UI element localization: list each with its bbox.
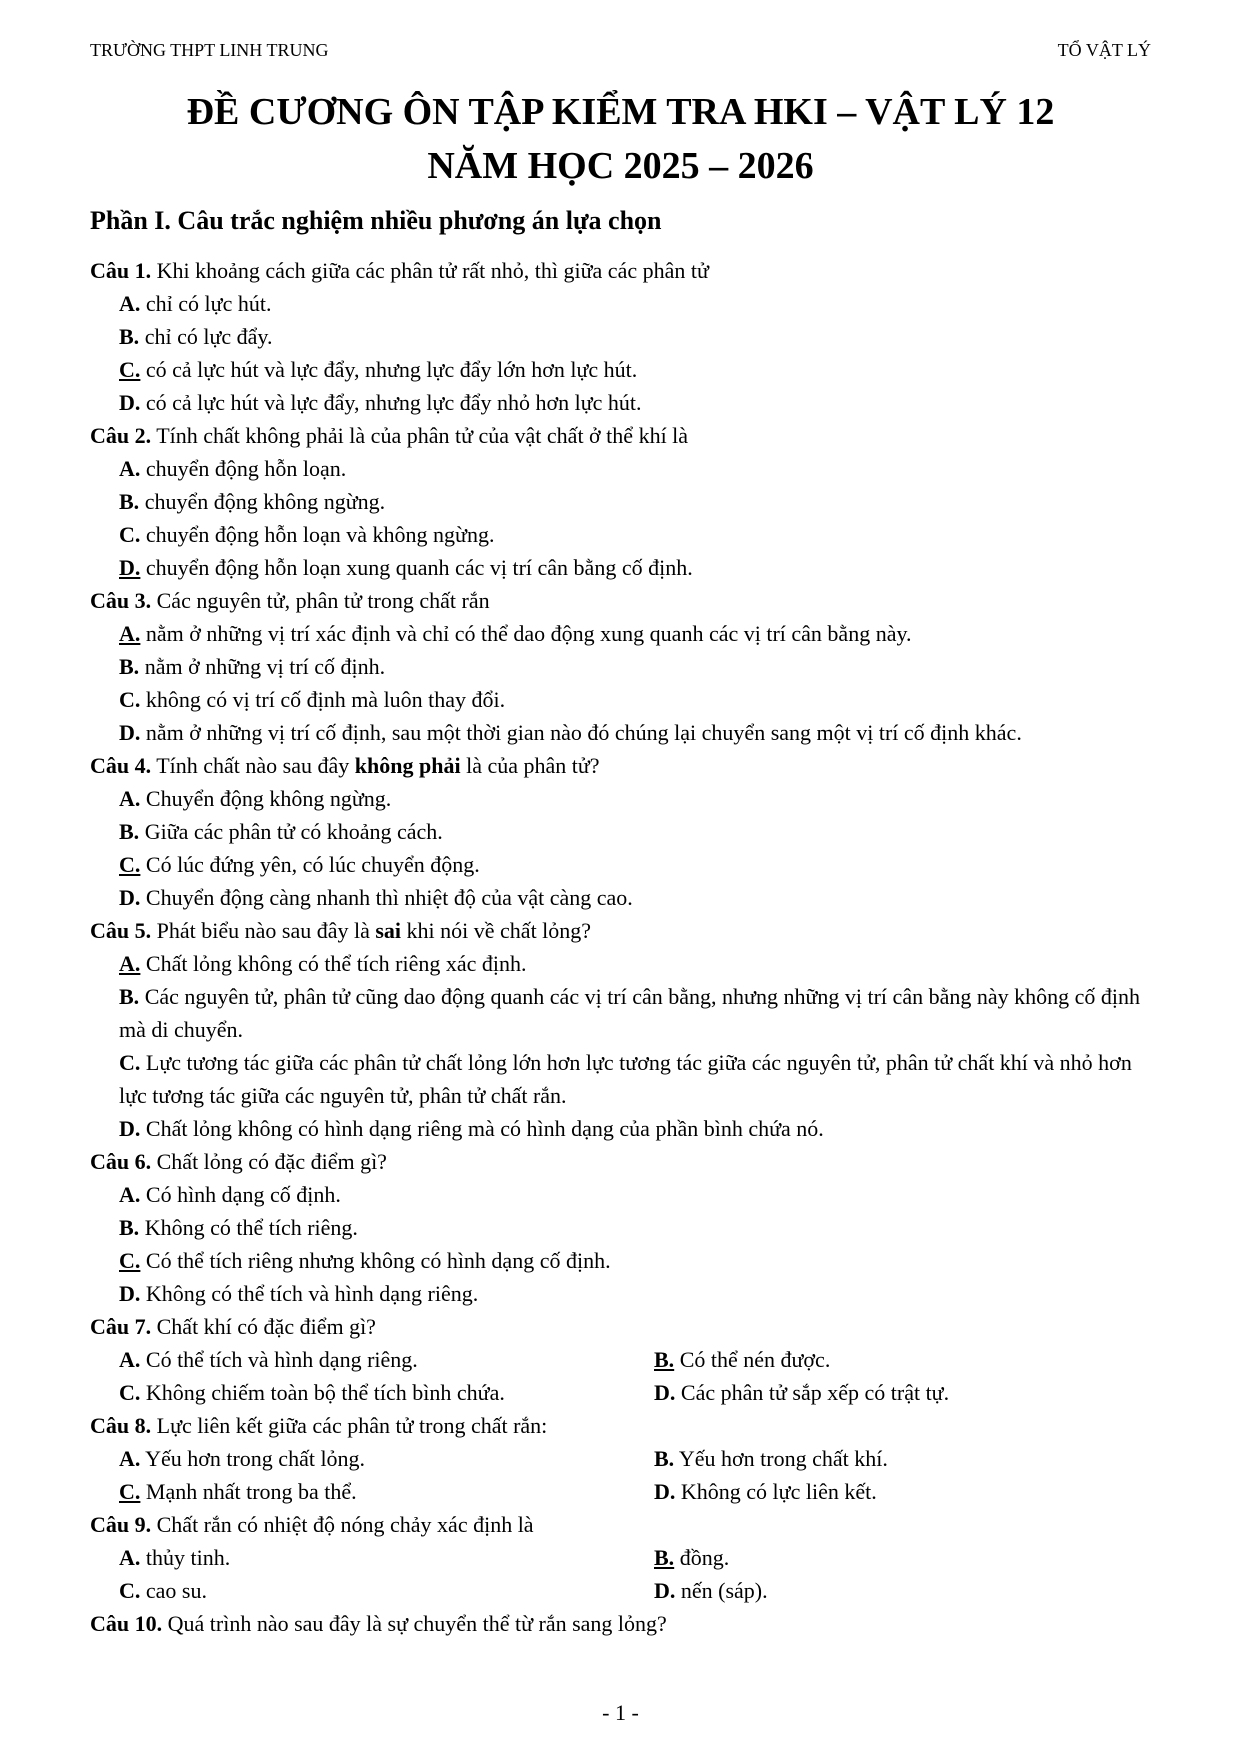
option-a-correct — [119, 617, 1156, 650]
option-text: chuyển động không ngừng. — [139, 489, 386, 514]
option-text: Chuyển động không ngừng. — [140, 786, 392, 811]
question-label: Câu 7. — [90, 1314, 152, 1339]
option-letter: A. — [119, 1347, 141, 1372]
question-text-end: khi nói về chất lỏng? — [401, 918, 592, 943]
question-text: Chất lỏng có đặc điểm gì? — [151, 1149, 387, 1174]
option-d — [119, 1277, 1156, 1310]
school-name: TRƯỜNG THPT LINH TRUNG — [90, 40, 329, 60]
option-text: chỉ có lực hút. — [140, 291, 272, 316]
page-number: - 1 - — [602, 1700, 639, 1725]
question-label: Câu 1. — [90, 258, 152, 283]
option-text: có cả lực hút và lực đẩy, nhưng lực đẩy nhỏ hơn lực hút. — [140, 390, 642, 415]
option-c — [119, 1376, 654, 1409]
option-letter: A. — [119, 1446, 141, 1471]
option-text: Chuyển động càng nhanh thì nhiệt độ của vật càng cao. — [140, 885, 633, 910]
option-c-correct — [119, 1475, 654, 1508]
option-text: Yếu hơn trong chất khí. — [674, 1446, 888, 1471]
option-letter: B. — [654, 1545, 675, 1570]
option-letter: C. — [119, 687, 141, 712]
option-d-correct — [119, 551, 1156, 584]
question-10 — [90, 1607, 1156, 1640]
option-letter: C. — [119, 1578, 141, 1603]
option-b — [119, 650, 1156, 683]
option-letter: D. — [119, 1116, 141, 1141]
department-name: TỔ VẬT LÝ — [1057, 40, 1151, 60]
option-c — [119, 683, 1156, 716]
option-row — [119, 1574, 1156, 1607]
option-text: không có vị trí cố định mà luôn thay đổi. — [140, 687, 506, 712]
option-c — [119, 1574, 654, 1607]
option-letter: C. — [119, 1479, 141, 1504]
option-letter: A. — [119, 456, 141, 481]
option-letter: D. — [119, 720, 141, 745]
option-text: chuyển động hỗn loạn xung quanh các vị trí cân bằng cố định. — [140, 555, 693, 580]
option-d — [119, 386, 1156, 419]
question-1 — [90, 254, 1156, 287]
question-7 — [90, 1310, 1156, 1343]
question-label: Câu 10. — [90, 1611, 163, 1636]
option-text: Có thể nén được. — [674, 1347, 831, 1372]
option-letter: B. — [119, 819, 140, 844]
option-a — [119, 1343, 654, 1376]
option-text: Mạnh nhất trong ba thể. — [140, 1479, 357, 1504]
option-text: chỉ có lực đẩy. — [139, 324, 273, 349]
option-letter: A. — [119, 621, 141, 646]
question-3 — [90, 584, 1156, 617]
option-d — [119, 716, 1156, 749]
option-d — [654, 1475, 877, 1508]
option-d — [654, 1574, 768, 1607]
option-text: Yếu hơn trong chất lỏng. — [140, 1446, 366, 1471]
option-b-correct — [654, 1343, 830, 1376]
question-text: Tính chất không phải là của phân tử của vật chất ở thể khí là — [151, 423, 689, 448]
option-a — [119, 782, 1156, 815]
option-text: Lực tương tác giữa các phân tử chất lỏng lớn hơn lực tương tác giữa các nguyên tử, phân tử chất khí và nhỏ hơn lực tương tác giữa các nguyên tử, phân tử chất rắn. — [119, 1050, 1132, 1108]
option-text: Không có thể tích riêng. — [139, 1215, 358, 1240]
question-emphasis: sai — [375, 918, 402, 943]
option-text: cao su. — [140, 1578, 207, 1603]
option-d — [654, 1376, 949, 1409]
option-b — [654, 1442, 888, 1475]
option-letter: B. — [119, 1215, 140, 1240]
question-label: Câu 4. — [90, 753, 152, 778]
option-b — [119, 320, 1156, 353]
question-label: Câu 9. — [90, 1512, 152, 1537]
option-text: nằm ở những vị trí cố định, sau một thời gian nào đó chúng lại chuyển sang một vị trí cố định khác. — [140, 720, 1022, 745]
question-list — [90, 254, 1156, 1640]
option-letter: C. — [119, 522, 141, 547]
option-text: nằm ở những vị trí cố định. — [139, 654, 386, 679]
option-letter: B. — [119, 654, 140, 679]
question-label: Câu 5. — [90, 918, 152, 943]
option-row — [119, 1475, 1156, 1508]
option-letter: C. — [119, 1050, 141, 1075]
question-text: Lực liên kết giữa các phân tử trong chất rắn: — [151, 1413, 548, 1438]
option-text: Có thể tích riêng nhưng không có hình dạng cố định. — [140, 1248, 611, 1273]
option-text: đồng. — [674, 1545, 730, 1570]
question-text: Quá trình nào sau đây là sự chuyển thể từ rắn sang lỏng? — [162, 1611, 667, 1636]
option-letter: D. — [119, 555, 141, 580]
option-b-correct — [654, 1541, 729, 1574]
option-text: Chất lỏng không có thể tích riêng xác định. — [140, 951, 527, 976]
option-c-correct — [119, 848, 1156, 881]
question-text: Chất khí có đặc điểm gì? — [151, 1314, 376, 1339]
question-label: Câu 3. — [90, 588, 152, 613]
option-letter: B. — [654, 1446, 675, 1471]
question-text: Chất rắn có nhiệt độ nóng chảy xác định là — [151, 1512, 534, 1537]
question-label: Câu 8. — [90, 1413, 152, 1438]
option-b — [119, 815, 1156, 848]
option-letter: A. — [119, 951, 141, 976]
option-a — [119, 452, 1156, 485]
option-c — [119, 1046, 1156, 1112]
question-text: Tính chất nào sau đây — [151, 753, 355, 778]
option-row — [119, 1343, 1156, 1376]
option-b — [119, 980, 1156, 1046]
option-c — [119, 518, 1156, 551]
option-letter: B. — [119, 984, 140, 1009]
question-label: Câu 6. — [90, 1149, 152, 1174]
option-c-correct — [119, 1244, 1156, 1277]
option-text: Chất lỏng không có hình dạng riêng mà có hình dạng của phần bình chứa nó. — [140, 1116, 824, 1141]
option-letter: A. — [119, 1545, 141, 1570]
option-a-correct — [119, 947, 1156, 980]
option-a — [119, 1442, 654, 1475]
option-text: nến (sáp). — [675, 1578, 768, 1603]
option-d — [119, 881, 1156, 914]
option-letter: B. — [654, 1347, 675, 1372]
option-letter: A. — [119, 291, 141, 316]
question-text-end: là của phân tử? — [460, 753, 600, 778]
option-letter: C. — [119, 1380, 141, 1405]
option-text: Có thể tích và hình dạng riêng. — [140, 1347, 418, 1372]
option-letter: D. — [119, 1281, 141, 1306]
question-label: Câu 2. — [90, 423, 152, 448]
option-letter: D. — [119, 390, 141, 415]
question-emphasis: không phải — [354, 753, 461, 778]
option-row — [119, 1376, 1156, 1409]
option-text: Không chiếm toàn bộ thể tích bình chứa. — [140, 1380, 505, 1405]
question-text: Phát biểu nào sau đây là — [151, 918, 376, 943]
question-9 — [90, 1508, 1156, 1541]
option-letter: D. — [654, 1380, 676, 1405]
question-2 — [90, 419, 1156, 452]
option-letter: C. — [119, 357, 141, 382]
option-text: Có lúc đứng yên, có lúc chuyển động. — [140, 852, 480, 877]
option-text: Có hình dạng cố định. — [140, 1182, 341, 1207]
option-text: Các nguyên tử, phân tử cũng dao động quanh các vị trí cân bằng, nhưng những vị trí cân bằng này không cố định mà di chuyển. — [119, 984, 1140, 1042]
question-text: Các nguyên tử, phân tử trong chất rắn — [151, 588, 490, 613]
question-4 — [90, 749, 1156, 782]
option-text: Không có thể tích và hình dạng riêng. — [140, 1281, 479, 1306]
option-row — [119, 1442, 1156, 1475]
option-letter: C. — [119, 852, 141, 877]
option-letter: C. — [119, 1248, 141, 1273]
question-5 — [90, 914, 1156, 947]
option-letter: A. — [119, 786, 141, 811]
option-letter: D. — [654, 1479, 676, 1504]
option-text: thủy tinh. — [140, 1545, 231, 1570]
document-subtitle: NĂM HỌC 2025 – 2026 — [427, 145, 814, 187]
option-letter: D. — [654, 1578, 676, 1603]
document-title: ĐỀ CƯƠNG ÔN TẬP KIỂM TRA HKI – VẬT LÝ 12 — [186, 91, 1055, 133]
option-row — [119, 1541, 1156, 1574]
option-b — [119, 1211, 1156, 1244]
option-c-correct — [119, 353, 1156, 386]
option-text: chuyển động hỗn loạn. — [140, 456, 347, 481]
option-text: nằm ở những vị trí xác định và chỉ có thể dao động xung quanh các vị trí cân bằng này. — [140, 621, 912, 646]
question-6 — [90, 1145, 1156, 1178]
option-a — [119, 1541, 654, 1574]
option-letter: B. — [119, 489, 140, 514]
option-d — [119, 1112, 1156, 1145]
option-text: Không có lực liên kết. — [675, 1479, 877, 1504]
option-letter: B. — [119, 324, 140, 349]
option-a — [119, 287, 1156, 320]
option-b — [119, 485, 1156, 518]
section-heading: Phần I. Câu trắc nghiệm nhiều phương án lựa chọn — [90, 206, 662, 235]
option-a — [119, 1178, 1156, 1211]
option-text: Giữa các phân tử có khoảng cách. — [139, 819, 443, 844]
option-letter: A. — [119, 1182, 141, 1207]
question-8 — [90, 1409, 1156, 1442]
option-letter: D. — [119, 885, 141, 910]
option-text: có cả lực hút và lực đẩy, nhưng lực đẩy lớn hơn lực hút. — [140, 357, 638, 382]
option-text: Các phân tử sắp xếp có trật tự. — [675, 1380, 950, 1405]
question-text: Khi khoảng cách giữa các phân tử rất nhỏ, thì giữa các phân tử — [151, 258, 709, 283]
option-text: chuyển động hỗn loạn và không ngừng. — [140, 522, 495, 547]
